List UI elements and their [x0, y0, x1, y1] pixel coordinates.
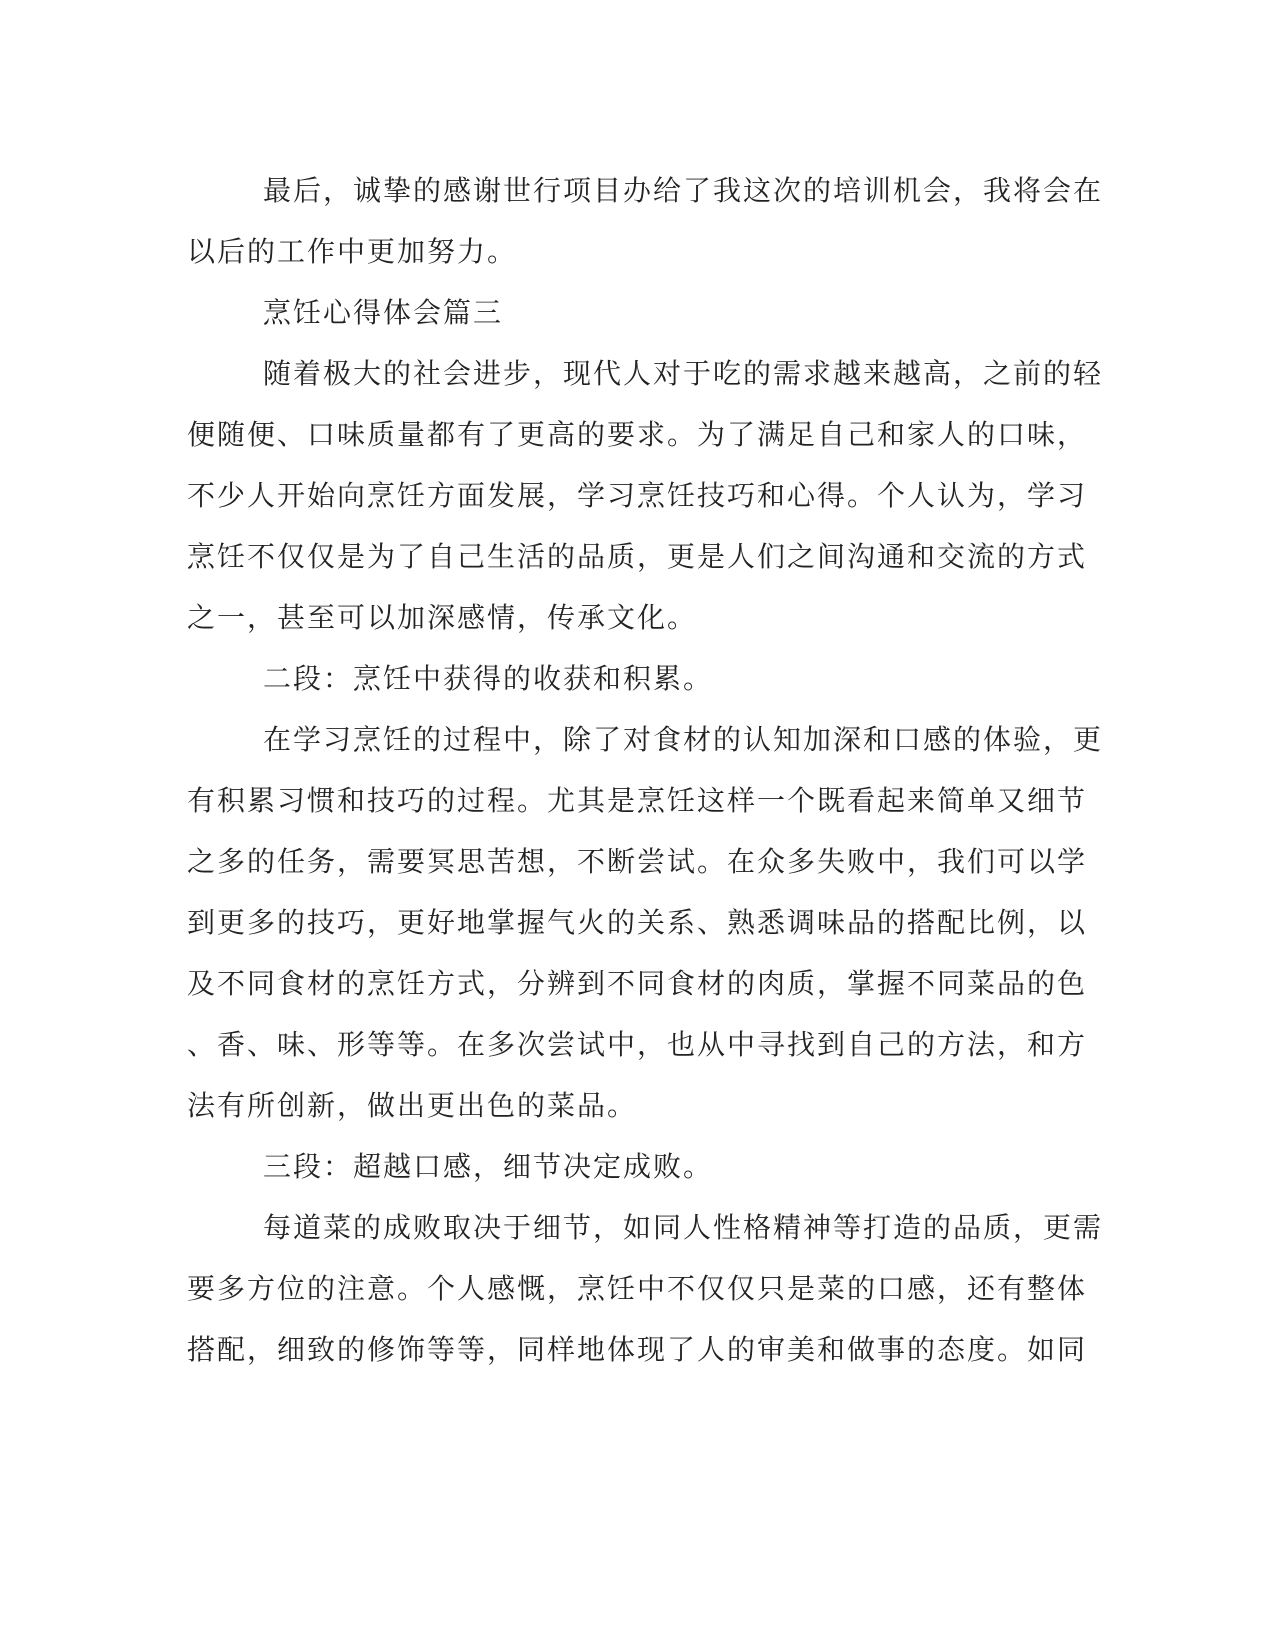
paragraph-line: 在学习烹饪的过程中，除了对食材的认知加深和口感的体验，更 [263, 723, 1104, 756]
paragraph-line: 搭配，细致的修饰等等，同样地体现了人的审美和做事的态度。如同 [187, 1333, 1088, 1366]
paragraph-line: 以后的工作中更加努力。 [187, 235, 518, 268]
paragraph-line: 烹饪不仅仅是为了自己生活的品质，更是人们之间沟通和交流的方式 [187, 540, 1088, 573]
paragraph-line: 有积累习惯和技巧的过程。尤其是烹饪这样一个既看起来简单又细节 [187, 784, 1088, 817]
paragraph-line: 随着极大的社会进步，现代人对于吃的需求越来越高，之前的轻 [263, 357, 1104, 390]
paragraph-line: 之一，甚至可以加深感情，传承文化。 [187, 601, 698, 634]
section-heading: 烹饪心得体会篇三 [263, 296, 504, 329]
paragraph-line: 法有所创新，做出更出色的菜品。 [187, 1089, 638, 1122]
paragraph-line: 到更多的技巧，更好地掌握气火的关系、熟悉调味品的搭配比例，以 [187, 906, 1088, 939]
paragraph-line: 便随便、口味质量都有了更高的要求。为了满足自己和家人的口味， [187, 418, 1088, 451]
paragraph-line: 及不同食材的烹饪方式，分辨到不同食材的肉质，掌握不同菜品的色 [187, 967, 1088, 1000]
section-heading: 二段：烹饪中获得的收获和积累。 [263, 662, 714, 695]
body-text [187, 160, 1104, 1380]
paragraph-line: 、香、味、形等等。在多次尝试中，也从中寻找到自己的方法，和方 [187, 1028, 1088, 1061]
section-heading: 三段：超越口感，细节决定成败。 [263, 1150, 714, 1183]
paragraph-line: 最后，诚挚的感谢世行项目办给了我这次的培训机会，我将会在 [263, 174, 1104, 207]
paragraph-line: 要多方位的注意。个人感慨，烹饪中不仅仅只是菜的口感，还有整体 [187, 1272, 1088, 1305]
paragraph-line: 每道菜的成败取决于细节，如同人性格精神等打造的品质，更需 [263, 1211, 1104, 1244]
paragraph-line: 不少人开始向烹饪方面发展，学习烹饪技巧和心得。个人认为，学习 [187, 479, 1088, 512]
paragraph-line: 之多的任务，需要冥思苦想，不断尝试。在众多失败中，我们可以学 [187, 845, 1088, 878]
